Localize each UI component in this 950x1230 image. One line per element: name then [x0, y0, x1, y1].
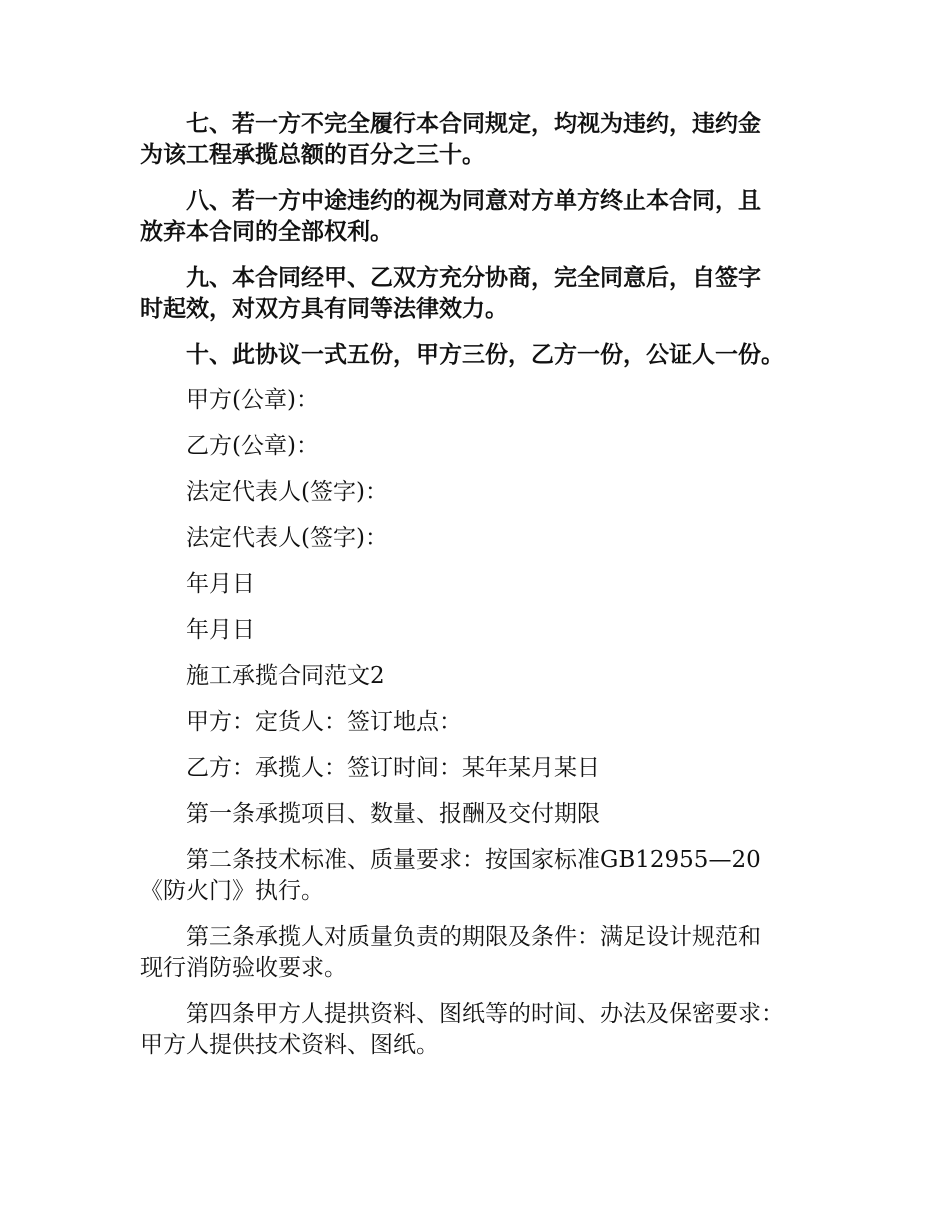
clause-9-line-1: 九、本合同经甲、乙双方充分协商，完全同意后，自签字 — [186, 264, 761, 291]
party-b-info-text: 乙方：承揽人：签订时间：某年某月某日 — [186, 755, 600, 781]
article-4 — [140, 999, 820, 1061]
party-a-seal — [140, 385, 820, 416]
article-2 — [140, 845, 820, 907]
clause-7-line-2: 为该工程承揽总额的百分之三十。 — [140, 141, 485, 168]
clause-8-line-1: 八、若一方中途违约的视为同意对方单方终止本合同，且 — [186, 187, 761, 214]
article-1 — [140, 799, 820, 830]
article-3-line-2: 现行消防验收要求。 — [140, 955, 347, 981]
clause-9 — [140, 262, 820, 324]
article-3-line-1: 第三条承揽人对质量负责的期限及条件：满足设计规范和 — [186, 924, 761, 950]
date-line-1 — [140, 569, 820, 600]
clause-8 — [140, 185, 820, 247]
legal-rep-signature-1 — [140, 477, 820, 508]
section-title — [140, 661, 820, 692]
clause-7-line-1: 七、若一方不完全履行本合同规定，均视为违约，违约金 — [186, 110, 761, 137]
date-line-1-text: 年月日 — [186, 571, 255, 597]
party-a-info — [140, 707, 820, 738]
party-b-info — [140, 753, 820, 784]
party-a-seal-text: 甲方(公章)： — [186, 387, 319, 413]
article-1-text: 第一条承揽项目、数量、报酬及交付期限 — [186, 801, 600, 827]
article-4-line-1: 第四条甲方人提拱资料、图纸等的时间、办法及保密要求： — [186, 1001, 784, 1027]
article-4-line-2: 甲方人提供技术资料、图纸。 — [140, 1032, 439, 1058]
party-b-seal-text: 乙方(公章)： — [186, 433, 319, 459]
party-a-info-text: 甲方：定货人：签订地点： — [186, 709, 462, 735]
clause-10-line-1: 十、此协议一式五份，甲方三份，乙方一份，公证人一份。 — [186, 341, 784, 368]
legal-rep-signature-1-text: 法定代表人(签字)： — [186, 479, 388, 505]
date-line-2 — [140, 615, 820, 646]
legal-rep-signature-2 — [140, 523, 820, 554]
party-b-seal — [140, 431, 820, 462]
clause-9-line-2: 时起效，对双方具有同等法律效力。 — [140, 295, 508, 322]
legal-rep-signature-2-text: 法定代表人(签字)： — [186, 525, 388, 551]
clause-8-line-2: 放弃本合同的全部权利。 — [140, 218, 393, 245]
date-line-2-text: 年月日 — [186, 617, 255, 643]
article-2-line-1: 第二条技术标准、质量要求：按国家标准GB12955—20 — [186, 847, 761, 873]
section-title-text: 施工承揽合同范文2 — [186, 663, 385, 689]
document-page — [140, 108, 820, 1076]
clause-7 — [140, 108, 820, 170]
article-2-line-2: 《防火门》执行。 — [140, 878, 324, 904]
clause-10 — [140, 339, 820, 370]
article-3 — [140, 922, 820, 984]
